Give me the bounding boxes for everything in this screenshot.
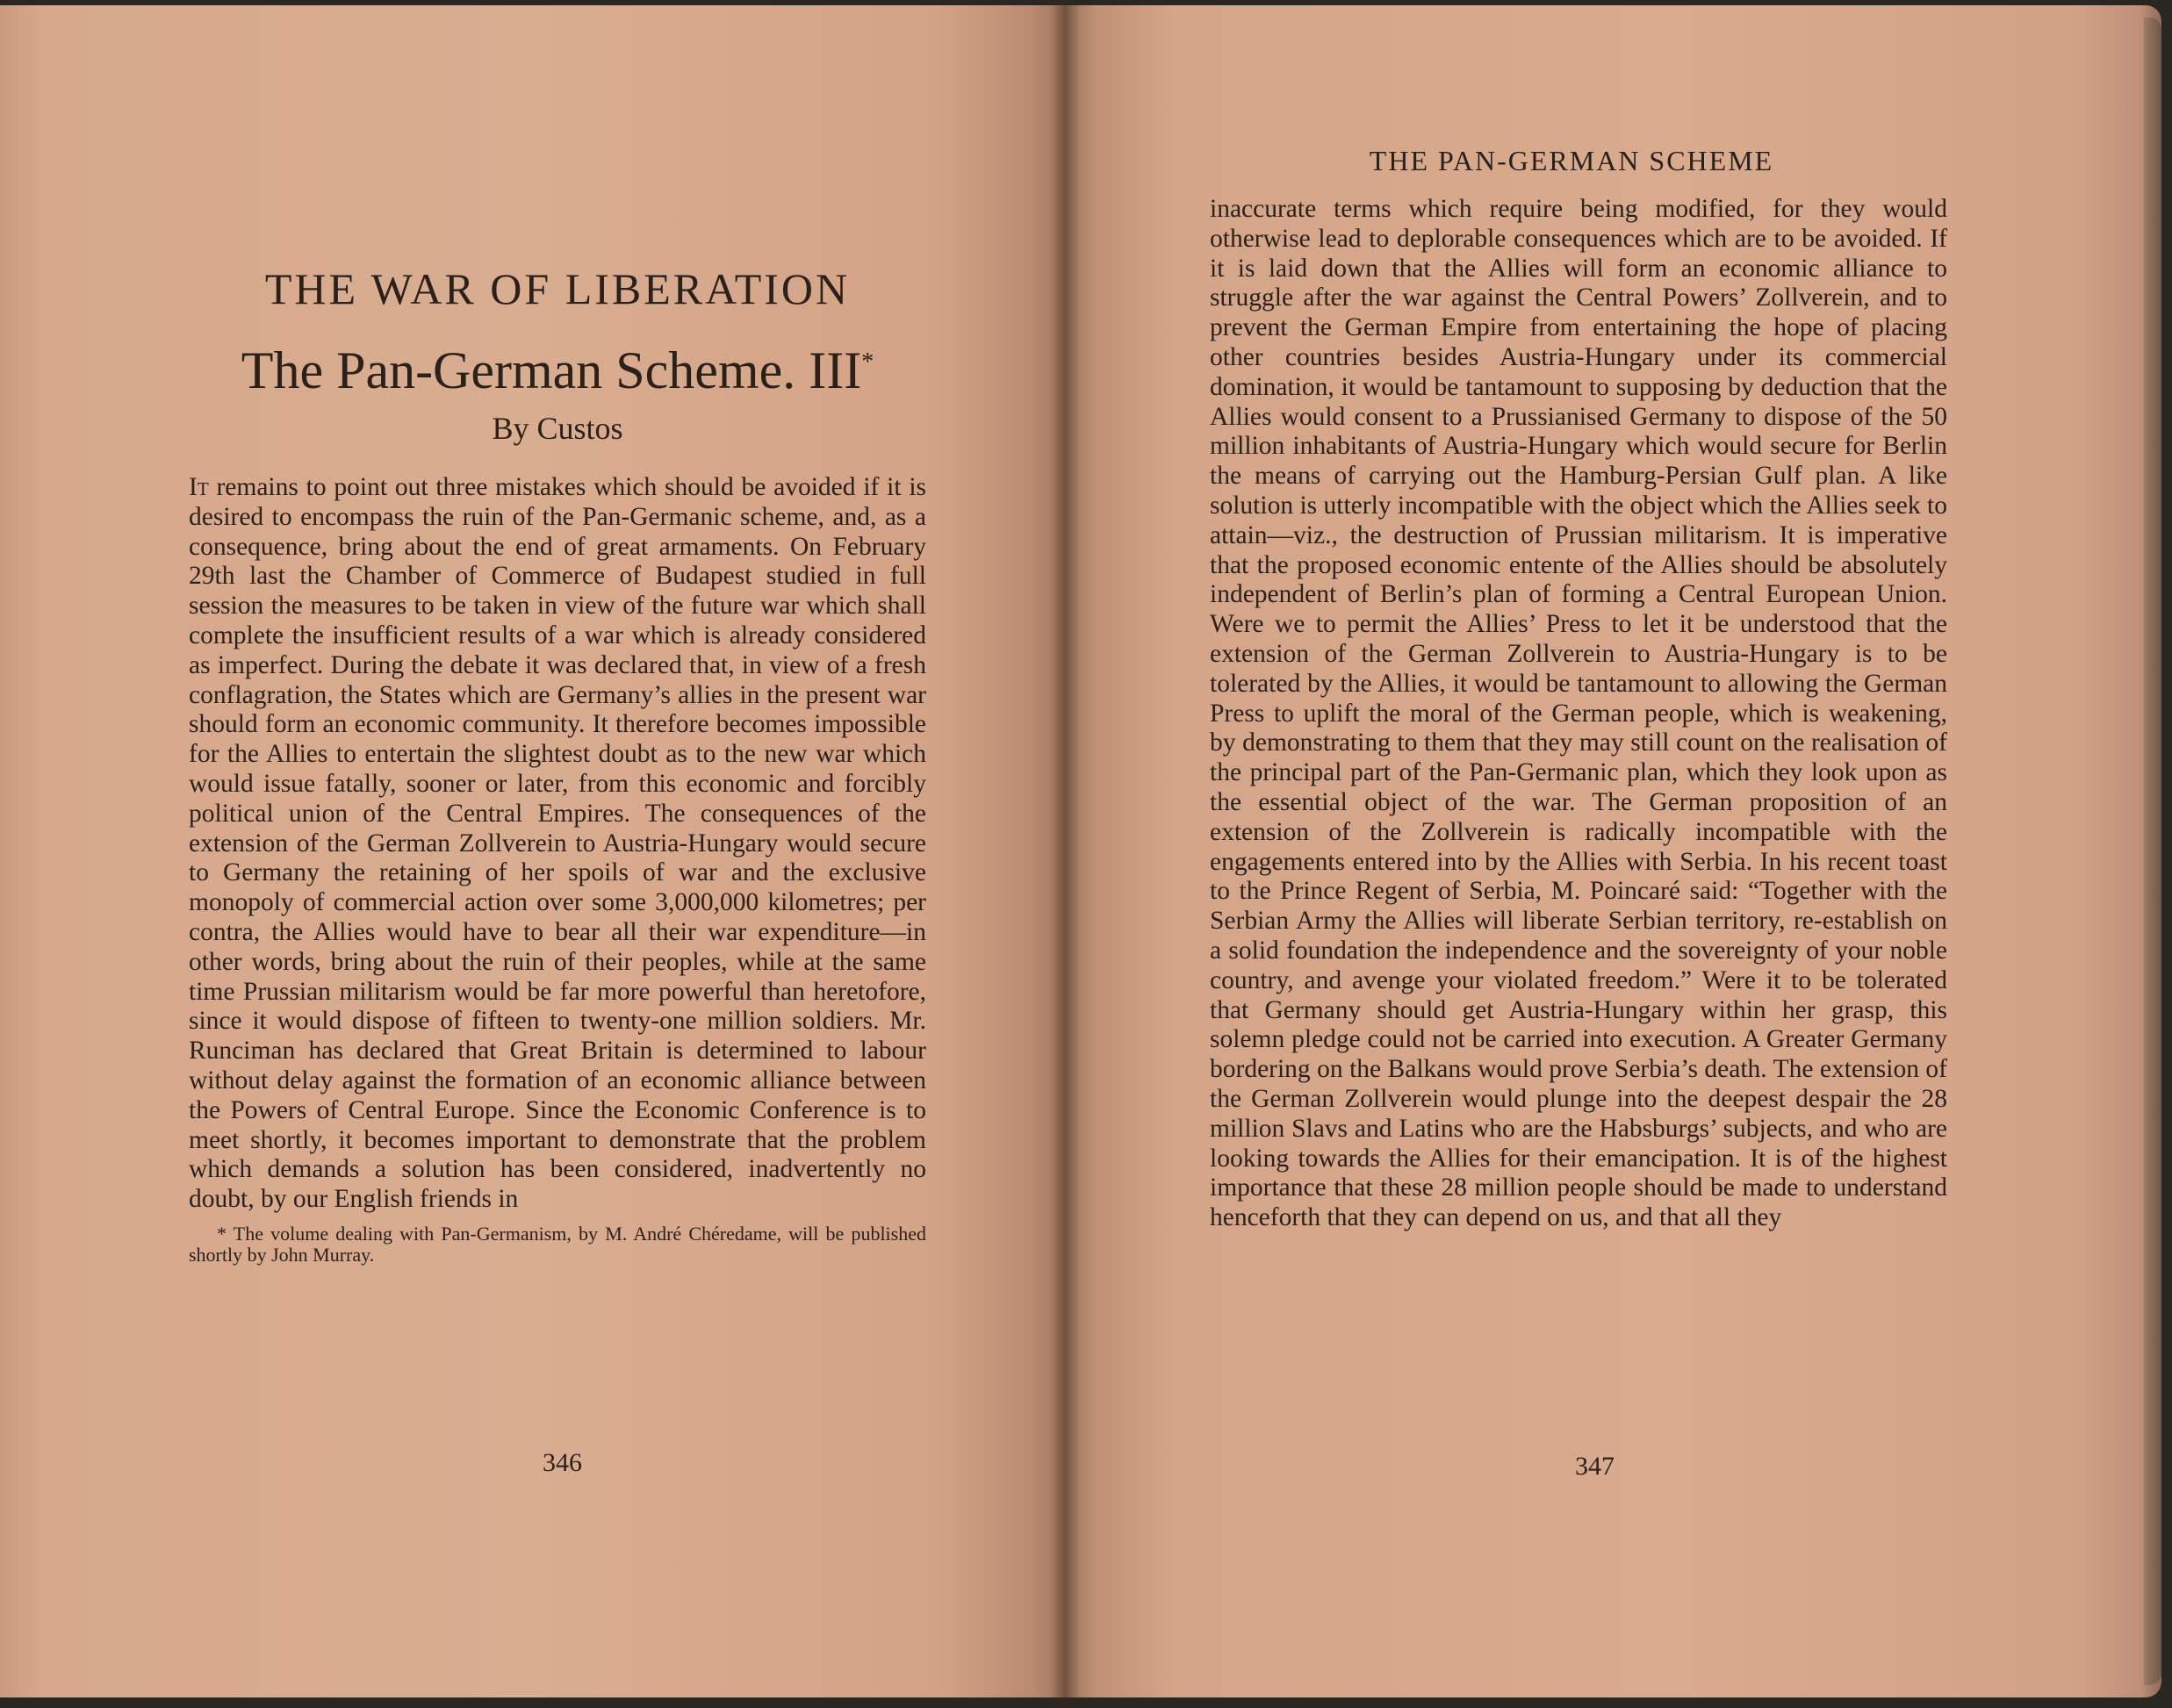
left-page-number: 346 [543,1448,582,1477]
running-head: THE PAN-GERMAN SCHEME [1369,145,1774,176]
right-page-content [1210,195,1947,1233]
byline: By Custos [492,411,623,446]
right-body-text: inaccurate terms which require being modified, for they would otherwise lead to deplorable consequences which are to be avoided. If it is laid down that the Allies will form an economic alliance to struggle after the war against the Central Powers’ Zollverein, and to prevent the German Empire from entertaining the hope of placing other countries besides Austria-Hungary under its commercial domination, it would be tantamount to supposing by deduction that the Allies would consent to a Prussianised Germany to dispose of the 50 million inhabitants of Austria-Hungary which would secure for Berlin the means of carrying out the Hamburg-Persian Gulf plan. A like solution is utterly incompatible with the object which the Allies seek to attain—viz., the destruction of Prussian militarism. It is imperative that the proposed economic entente of the Allies should be absolutely independent of Berlin’s plan of forming a Central European Union. Were we to permit the Allies’ Press to let it be understood that the extension of the German Zollverein to Austria-Hungary is to be tolerated by the Allies, it would be tantamount to allowing the German Press to uplift the moral of the German people, which is weakening, by demonstrating to them that they may still count on the realisation of the principal part of the Pan-Germanic plan, which they look upon as the essential object of the war. The German proposition of an extension of the Zollverein is radically incompatible with the engagements entered into by the Allies with Serbia. In his recent toast to the Prince Regent of Serbia, M. Poincaré said: “Together with the Serbian Army the Allies will liberate Serbian territory, re-establish on a solid foundation the independence and the sovereignty of your noble country, and avenge your violated freedom.” Were it to be tolerated that Germany should get Austria-Hungary within her grasp, this solemn pledge could not be carried into execution. A Greater Germany bordering on the Balkans would prove Serbia’s death. The extension of the German Zollverein would plunge into the deepest despair the 28 million Slavs and Latins who are the Habsburgs’ subjects, and who are looking towards the Allies for their emancipation. It is of the highest importance that these 28 million people should be made to understand henceforth that they can depend on us, and that all they [1210,195,1947,1232]
article-title [189,341,926,401]
book-gutter [1050,0,1080,1708]
article-title-text: The Pan-German Scheme. III [241,341,862,399]
left-body-paragraph: remains to point out three mistakes which should be avoided if it is desired to encompass the ruin of the Pan-Germanic scheme, and, as a consequence, bring about the end of great armaments. On February 29th last the Chamber of Commerce of Budapest studied in full session the measures to be taken in view of the future war which shall complete the insufficient results of a war which is already considered as imperfect. During the debate it was declared that, in view of a fresh conflagration, the States which are Germany’s allies in the present war should form an economic community. It therefore becomes impossible for the Allies to entertain the slightest doubt as to the new war which would issue fatally, sooner or later, from this economic and forcibly political union of the Central Empires. The consequences of the extension of the German Zollverein to Austria-Hungary would secure to Germany the retaining of her spoils of war and the exclusive monopoly of commercial action over some 3,000,000 kilometres; per contra, the Allies would have to bear all their war expenditure—in other words, bring about the ruin of their peoples, while at the same time Prussian militarism would be far more powerful than heretofore, since it would dispose of fifteen to twenty-one million soldiers. Mr. Runciman has declared that Great Britain is determined to labour without delay against the formation of an economic alliance between the Powers of Central Europe. Since the Economic Conference is to meet shortly, it becomes important to demonstrate that the problem which demands a solution has been considered, inadvertently no doubt, by our English friends in [189,473,927,1214]
page-edge [2144,18,2161,1685]
footnote: * The volume dealing with Pan-Germanism, by M. André Chéredame, will be published shortly by John Murray. [189,1222,926,1266]
left-page-content [189,263,926,1266]
drop-word: It [189,473,209,501]
footnote-marker: * [861,348,874,376]
right-page-number: 347 [1575,1452,1615,1481]
left-body-text [189,473,926,1215]
section-title: THE WAR OF LIBERATION [264,264,851,313]
